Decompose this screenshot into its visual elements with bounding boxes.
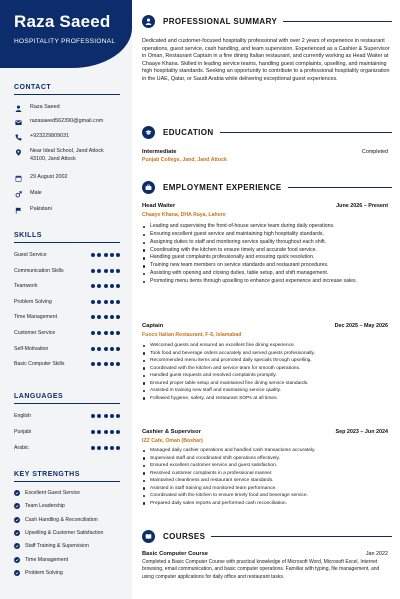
education-degree: Intermediate [142, 149, 177, 155]
contact-email-row [14, 118, 126, 126]
experience-heading: EMPLOYMENT EXPERIENCE [163, 183, 282, 192]
rating-dots [91, 446, 120, 450]
education-status: Completed [361, 149, 388, 155]
rating-dot [91, 253, 95, 257]
contact-nationality-row [14, 206, 126, 214]
skill-label: Customer Service [14, 330, 56, 336]
rating-dot [91, 315, 95, 319]
rating-dot [104, 446, 108, 450]
rating-dot [110, 331, 114, 335]
book-icon [142, 530, 155, 543]
rating-dots [91, 253, 120, 257]
rating-dot [110, 253, 114, 257]
rating-dot [110, 300, 114, 304]
rating-dot [97, 253, 101, 257]
skill-item [14, 346, 120, 352]
language-item [14, 445, 120, 451]
person-icon [14, 104, 22, 112]
strength-label: Team Leadership [25, 503, 65, 510]
rating-dot [91, 284, 95, 288]
rating-dot [97, 414, 101, 418]
check-icon [14, 557, 20, 563]
rating-dot [110, 284, 114, 288]
rating-dot [104, 331, 108, 335]
rating-dot [97, 284, 101, 288]
rating-dot [116, 300, 120, 304]
rating-dot [91, 331, 95, 335]
contact-address-row [14, 148, 126, 163]
gender-icon [14, 190, 22, 198]
language-label: Arabic [14, 445, 29, 451]
skill-item [14, 330, 120, 336]
rating-dot [104, 347, 108, 351]
rating-dot [97, 269, 101, 273]
job-title: Cashier & Supervisor [142, 429, 201, 435]
strength-label: Staff Training & Supervision [25, 543, 89, 550]
job-title: Captain [142, 323, 164, 329]
rating-dot [91, 414, 95, 418]
skill-label: Problem Solving [14, 298, 52, 305]
skill-item [14, 361, 120, 367]
location-pin-icon [14, 148, 22, 156]
job-bullet: Managed daily cashier operations and handled cash transactions accurately. [142, 447, 392, 455]
contact-phone[interactable]: +923229809031 [30, 133, 70, 139]
job-bullet: Coordinated with the kitchen to ensure timely food and beverage service. [142, 492, 392, 500]
rating-dots [91, 347, 120, 351]
skill-label: Self-Motivation [14, 345, 49, 352]
contact-email[interactable]: razasaeed562390@gmail.com [30, 118, 104, 124]
rating-dot [110, 414, 114, 418]
job-bullet: Handled guest requests and resolved complaints promptly. [142, 372, 392, 380]
contact-address: Near Ideal School, Jand Attock 43100, Jand Attock [30, 148, 104, 162]
rating-dot [116, 430, 120, 434]
skill-item [14, 299, 120, 305]
summary-divider [283, 21, 392, 22]
language-item [14, 413, 120, 419]
education-heading: EDUCATION [163, 128, 214, 137]
summary-heading: PROFESSIONAL SUMMARY [163, 17, 278, 26]
contact-name: Raza Saeed [30, 104, 60, 110]
languages-divider [14, 403, 120, 404]
rating-dot [97, 347, 101, 351]
rating-dot [91, 269, 95, 273]
job-bullet: Ensured proper table setup and maintained fine dining service standards. [142, 380, 392, 388]
job-bullet: Maintained cleanliness and restaurant service standards. [142, 477, 392, 485]
rating-dot [97, 315, 101, 319]
rating-dot [110, 446, 114, 450]
rating-dot [116, 362, 120, 366]
languages-heading: LANGUAGES [14, 393, 64, 400]
rating-dot [91, 446, 95, 450]
graduation-cap-icon [142, 126, 155, 139]
courses-heading: COURSES [163, 532, 206, 541]
contact-gender: Male [30, 190, 42, 196]
job-company: IZZ Cafe, Oman (Boshar) [142, 438, 203, 444]
job-bullet: Assisted in staff training and monitored team performance. [142, 485, 392, 493]
contact-name-row [14, 104, 126, 112]
rating-dot [104, 362, 108, 366]
job-bullet: Assisting with opening and closing duties, table setup, and shift management. [142, 270, 392, 278]
course-date: Jan 2022 [365, 551, 388, 557]
strength-item [14, 570, 126, 576]
job-bullet: Followed hygiene, safety, and restaurant SOPs at all times. [142, 395, 392, 403]
rating-dot [116, 446, 120, 450]
rating-dots [91, 430, 120, 434]
check-icon [14, 530, 20, 536]
strength-item [14, 543, 126, 549]
education-school: Punjab College, Jand, Jand Attock [142, 157, 227, 163]
job-bullets [142, 223, 392, 286]
rating-dot [91, 362, 95, 366]
courses-header [142, 530, 392, 543]
job-bullet: Promoting menu items through upselling to enhance guest experience and increase sales. [142, 278, 392, 286]
rating-dot [91, 300, 95, 304]
rating-dot [104, 284, 108, 288]
job-bullet: Recommended menu items and promoted daily specials through upselling. [142, 357, 392, 365]
strength-item [14, 503, 126, 509]
rating-dot [104, 253, 108, 257]
skill-item [14, 268, 120, 274]
rating-dots [91, 269, 120, 273]
rating-dot [116, 253, 120, 257]
job-bullet: Coordinated with the kitchen and service team for smooth operations. [142, 365, 392, 373]
rating-dot [97, 446, 101, 450]
job-bullet: Resolved customer complaints in a professional manner. [142, 470, 392, 478]
rating-dot [104, 300, 108, 304]
rating-dots [91, 331, 120, 335]
job-bullet: Assisted in training new staff and maintaining service quality. [142, 387, 392, 395]
contact-heading: CONTACT [14, 84, 52, 91]
summary-text: Dedicated and customer-focused hospitality professional with over 2 years of experience in restaurant operations, guest service, cash handling, and team supervision. Experienced as a Cashier & Supervisor in Oman, Restaurant Captain in a fine dining Italian restaurant, and currently working as Head Waiter at Chaaye Khana. Skilled in leading service teams, handling guest complaints, upselling, and maintaining high hospitality standards. Seeking an opportunity to contribute to a professional hospitality organization in the UAE, Qatar, or Saudi Arabia while delivering exceptional guest experiences. [142, 38, 390, 82]
rating-dots [91, 300, 120, 304]
email-icon [14, 118, 22, 126]
rating-dot [116, 315, 120, 319]
job-bullets [142, 447, 392, 507]
rating-dot [91, 347, 95, 351]
strength-item [14, 490, 126, 496]
strengths-heading: KEY STRENGTHS [14, 471, 80, 478]
rating-dot [116, 347, 120, 351]
flag-icon [14, 206, 22, 214]
check-icon [14, 570, 20, 576]
contact-dob: 29 August 2002 [30, 174, 68, 180]
skills-divider [14, 242, 120, 243]
strength-label: Problem Solving [25, 569, 63, 576]
strength-item [14, 557, 126, 563]
job-company: Fuoco Italian Restaurant, F-6, Islamabad [142, 332, 242, 338]
check-icon [14, 503, 20, 509]
job-bullet: Ensuring excellent guest service and maintaining high hospitality standards. [142, 231, 392, 239]
job-bullet: Training new team members on service standards and restaurant procedures. [142, 262, 392, 270]
rating-dot [110, 269, 114, 273]
job-bullet: Ensured excellent customer service and guest satisfaction. [142, 462, 392, 470]
job-date: Dec 2025 – May 2026 [334, 323, 388, 329]
job-bullet: Handling guest complaints professionally and ensuring quick resolution. [142, 254, 392, 262]
person-icon [142, 15, 155, 28]
briefcase-icon [142, 181, 155, 194]
job-bullet: Supervised staff and coordinated shift operations effectively. [142, 455, 392, 463]
rating-dot [116, 269, 120, 273]
rating-dot [110, 347, 114, 351]
skill-item [14, 252, 120, 258]
language-label: English [14, 413, 32, 419]
rating-dot [91, 430, 95, 434]
rating-dots [91, 414, 120, 418]
job-bullet: Coordinating with the kitchen to ensure timely and accurate food service. [142, 247, 392, 255]
job-bullet: Leading and supervising the front-of-house service team during daily operations. [142, 223, 392, 231]
skill-item [14, 314, 120, 320]
job-title: Head Waiter [142, 203, 176, 209]
name-banner [0, 0, 132, 68]
courses-divider [211, 536, 392, 537]
strength-label: Excellent Guest Service [25, 490, 81, 496]
contact-gender-row [14, 190, 126, 198]
rating-dot [110, 362, 114, 366]
contact-dob-row [14, 174, 126, 182]
language-item [14, 429, 120, 435]
rating-dot [97, 362, 101, 366]
calendar-icon [14, 174, 22, 182]
skill-label: Communication Skills [14, 267, 64, 274]
job-date: Sep 2023 – Jun 2024 [335, 429, 388, 435]
rating-dot [104, 430, 108, 434]
job-company: Chaaye Khana, DHA Raya, Lahore [142, 212, 226, 218]
job-bullet: Took food and beverage orders accurately and served guests professionally. [142, 350, 392, 358]
strength-label: Upselling & Customer Satisfaction [25, 529, 104, 536]
rating-dot [104, 414, 108, 418]
check-icon [14, 517, 20, 523]
rating-dots [91, 362, 120, 366]
rating-dot [110, 430, 114, 434]
experience-header [142, 181, 392, 194]
rating-dot [104, 315, 108, 319]
skill-label: Guest Service [14, 252, 47, 258]
contact-phone-row [14, 133, 126, 141]
phone-icon [14, 133, 22, 141]
strength-item [14, 517, 126, 523]
language-label: Punjabi [14, 429, 32, 435]
strengths-divider [14, 481, 120, 482]
rating-dot [116, 331, 120, 335]
strength-label: Time Management [25, 556, 69, 563]
skill-item [14, 283, 120, 289]
candidate-name: Raza Saeed [14, 12, 111, 31]
check-icon [14, 490, 20, 496]
rating-dot [116, 414, 120, 418]
rating-dots [91, 284, 120, 288]
strength-label: Cash Handling & Reconciliation [25, 516, 98, 523]
job-date: June 2026 – Present [336, 203, 388, 209]
job-bullets [142, 342, 392, 402]
rating-dot [97, 430, 101, 434]
candidate-role: HOSPITALITY PROFESSIONAL [14, 38, 116, 45]
education-divider [220, 132, 392, 133]
summary-header [142, 15, 392, 28]
rating-dot [110, 315, 114, 319]
check-icon [14, 543, 20, 549]
experience-divider [288, 187, 392, 188]
sidebar [0, 0, 132, 599]
education-header [142, 126, 392, 139]
course-description: Completed a Basic Computer Course with practical knowledge of Microsoft Word, Microsoft Excel, Internet browsing, email communication, and basic computer operations. Familiar with typing, file management, and using computer applications for daily office and restaurant tasks. [142, 559, 380, 580]
skill-label: Teamwork [14, 283, 38, 290]
strength-item [14, 530, 126, 536]
rating-dot [97, 331, 101, 335]
job-bullet: Assigning duties to staff and monitoring service quality throughout each shift. [142, 239, 392, 247]
rating-dot [97, 300, 101, 304]
skill-label: Basic Computer Skills [14, 361, 65, 368]
skill-label: Time Management [14, 314, 58, 321]
main-content [132, 0, 400, 599]
rating-dot [104, 269, 108, 273]
job-bullet: Welcomed guests and ensured an excellent fine dining experience. [142, 342, 392, 350]
course-name: Basic Computer Course [142, 551, 209, 557]
skills-heading: SKILLS [14, 232, 42, 239]
contact-divider [14, 94, 120, 95]
rating-dot [116, 284, 120, 288]
rating-dots [91, 315, 120, 319]
contact-nationality: Pakistani [30, 206, 52, 212]
job-bullet: Prepared daily sales reports and performed cash reconciliation. [142, 500, 392, 508]
